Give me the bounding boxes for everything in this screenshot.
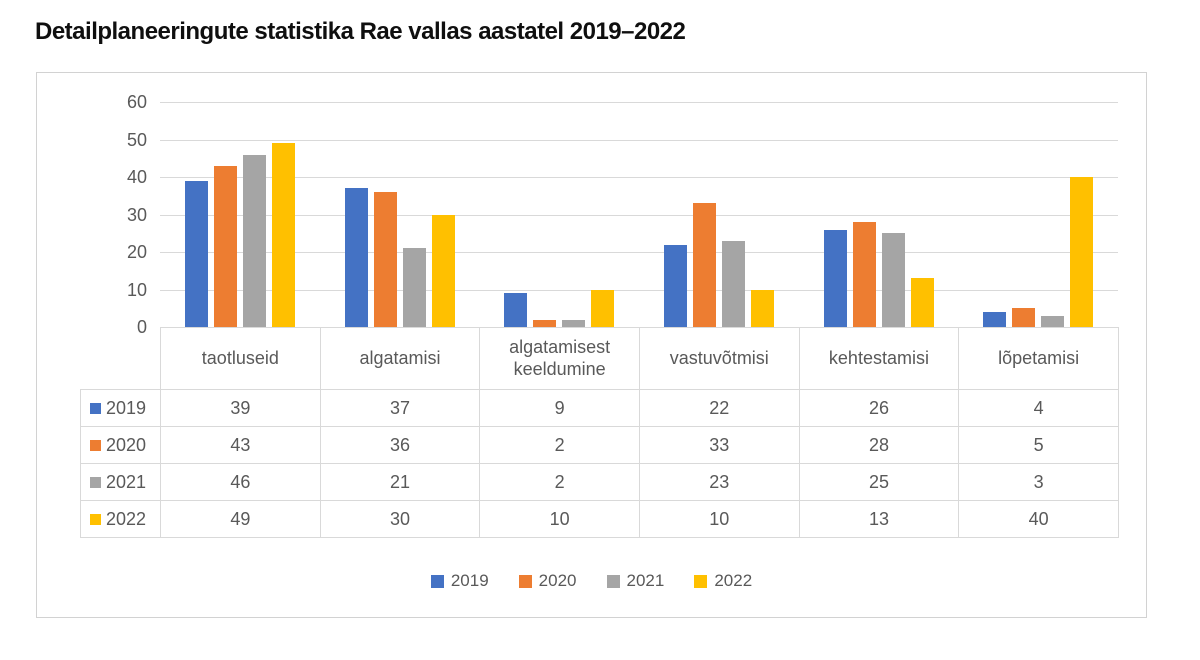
table-cell-2022-kehtestamisi: 13 (799, 501, 959, 538)
legend-label: 2022 (714, 571, 753, 590)
table-cell-2019-vastuvõtmisi: 22 (639, 390, 799, 427)
table-cell-2021-kehtestamisi: 25 (799, 464, 959, 501)
legend-label: 2020 (538, 571, 577, 590)
bar-2022-algatamisi (432, 215, 455, 328)
table-cell-2022-vastuvõtmisi: 10 (639, 501, 799, 538)
series-color-swatch-2022 (90, 514, 101, 525)
data-table (80, 327, 1119, 538)
series-name-label: 2019 (106, 397, 147, 418)
series-color-swatch-2021 (90, 477, 101, 488)
table-cell-2021-algatamisi: 21 (320, 464, 480, 501)
bar-2020-taotluseid (214, 166, 237, 327)
table-cell-2020-taotluseid: 43 (161, 427, 321, 464)
legend-swatch-2022 (694, 575, 707, 588)
bar-2019-algatamisi (345, 188, 368, 327)
table-cell-2020-algatamisest-keeldumine: 2 (480, 427, 640, 464)
bar-2020-lõpetamisi (1012, 308, 1035, 327)
gridline (160, 215, 1118, 216)
table-cell-2019-algatamisi: 37 (320, 390, 480, 427)
table-cell-2019-kehtestamisi: 26 (799, 390, 959, 427)
legend-label: 2019 (450, 571, 489, 590)
legend-item-2020 (519, 571, 577, 591)
bar-2022-taotluseid (272, 143, 295, 327)
table-row-header-2021 (81, 464, 161, 501)
table-cell-2021-algatamisest-keeldumine: 2 (480, 464, 640, 501)
legend-swatch-2021 (607, 575, 620, 588)
table-header-cell-taotluseid: taotluseid (161, 328, 321, 390)
series-name-label: 2022 (106, 508, 147, 529)
bar-2020-algatamisi (374, 192, 397, 327)
table-cell-2021-vastuvõtmisi: 23 (639, 464, 799, 501)
table-cell-2020-algatamisi: 36 (320, 427, 480, 464)
y-axis-tick-label: 50 (126, 129, 147, 150)
bar-2020-vastuvõtmisi (693, 203, 716, 327)
legend (37, 571, 1146, 591)
gridline (160, 140, 1118, 141)
table-cell-2021-lõpetamisi: 3 (959, 464, 1119, 501)
table-cell-2019-lõpetamisi: 4 (959, 390, 1119, 427)
bar-2021-lõpetamisi (1041, 316, 1064, 327)
legend-item-2019 (431, 571, 489, 591)
bar-2020-algatamisest-keeldumine (533, 320, 556, 328)
bar-2021-algatamisi (403, 248, 426, 327)
bar-2019-lõpetamisi (983, 312, 1006, 327)
table-header-cell-algatamisi: algatamisi (320, 328, 480, 390)
series-color-swatch-2019 (90, 403, 101, 414)
y-axis-tick-label: 20 (126, 242, 147, 262)
bar-2022-algatamisest-keeldumine (591, 290, 614, 328)
gridline (160, 102, 1118, 103)
table-header-cell-algatamisest-keeldumine: algatamisest keeldumine (480, 328, 640, 390)
table-cell-2021-taotluseid: 46 (161, 464, 321, 501)
table-row-header-2020 (81, 427, 161, 464)
gridline (160, 252, 1118, 253)
legend-item-2021 (607, 571, 665, 591)
plot-area (160, 102, 1118, 327)
table-header-row (81, 328, 1119, 390)
y-axis-tick-label: 60 (126, 92, 147, 112)
table-cell-2019-taotluseid: 39 (161, 390, 321, 427)
table-header-cell-vastuvõtmisi: vastuvõtmisi (639, 328, 799, 390)
table-cell-2020-kehtestamisi: 28 (799, 427, 959, 464)
table-row-2019 (81, 390, 1119, 427)
chart-title: Detailplaneeringute statistika Rae vallas aastatel 2019–2022 (35, 18, 686, 45)
bar-2019-taotluseid (185, 181, 208, 327)
series-color-swatch-2020 (90, 440, 101, 451)
bar-2019-algatamisest-keeldumine (504, 293, 527, 327)
legend-label: 2021 (626, 571, 665, 590)
table-cell-2020-vastuvõtmisi: 33 (639, 427, 799, 464)
bar-2019-kehtestamisi (824, 230, 847, 328)
table-header-cell-kehtestamisi: kehtestamisi (799, 328, 959, 390)
bar-2021-taotluseid (243, 155, 266, 328)
chart-container (36, 72, 1147, 618)
table-corner-blank (81, 328, 161, 390)
y-axis-tick-label: 10 (126, 279, 147, 300)
table-cell-2020-lõpetamisi: 5 (959, 427, 1119, 464)
table-row-2022 (81, 501, 1119, 538)
table-header-cell-lõpetamisi: lõpetamisi (959, 328, 1119, 390)
legend-swatch-2020 (519, 575, 532, 588)
gridline (160, 290, 1118, 291)
bar-2020-kehtestamisi (853, 222, 876, 327)
table-row-2021 (81, 464, 1119, 501)
bar-2021-algatamisest-keeldumine (562, 320, 585, 328)
bar-2022-lõpetamisi (1070, 177, 1093, 327)
bar-2021-vastuvõtmisi (722, 241, 745, 327)
table-row-header-2019 (81, 390, 161, 427)
table-cell-2022-algatamisi: 30 (320, 501, 480, 538)
legend-swatch-2019 (431, 575, 444, 588)
bar-2022-vastuvõtmisi (751, 290, 774, 328)
legend-item-2022 (694, 571, 752, 591)
y-axis-tick-label: 30 (126, 204, 147, 225)
y-axis-tick-label: 0 (136, 317, 147, 337)
bar-2021-kehtestamisi (882, 233, 905, 327)
table-cell-2022-algatamisest-keeldumine: 10 (480, 501, 640, 538)
y-axis-tick-label: 40 (126, 167, 147, 187)
series-name-label: 2020 (106, 434, 147, 455)
table-cell-2022-lõpetamisi: 40 (959, 501, 1119, 538)
bar-2019-vastuvõtmisi (664, 245, 687, 328)
table-row-header-2022 (81, 501, 161, 538)
series-name-label: 2021 (106, 471, 147, 492)
bar-2022-kehtestamisi (911, 278, 934, 327)
table-cell-2019-algatamisest-keeldumine: 9 (480, 390, 640, 427)
table-row-2020 (81, 427, 1119, 464)
gridline (160, 177, 1118, 178)
table-cell-2022-taotluseid: 49 (161, 501, 321, 538)
